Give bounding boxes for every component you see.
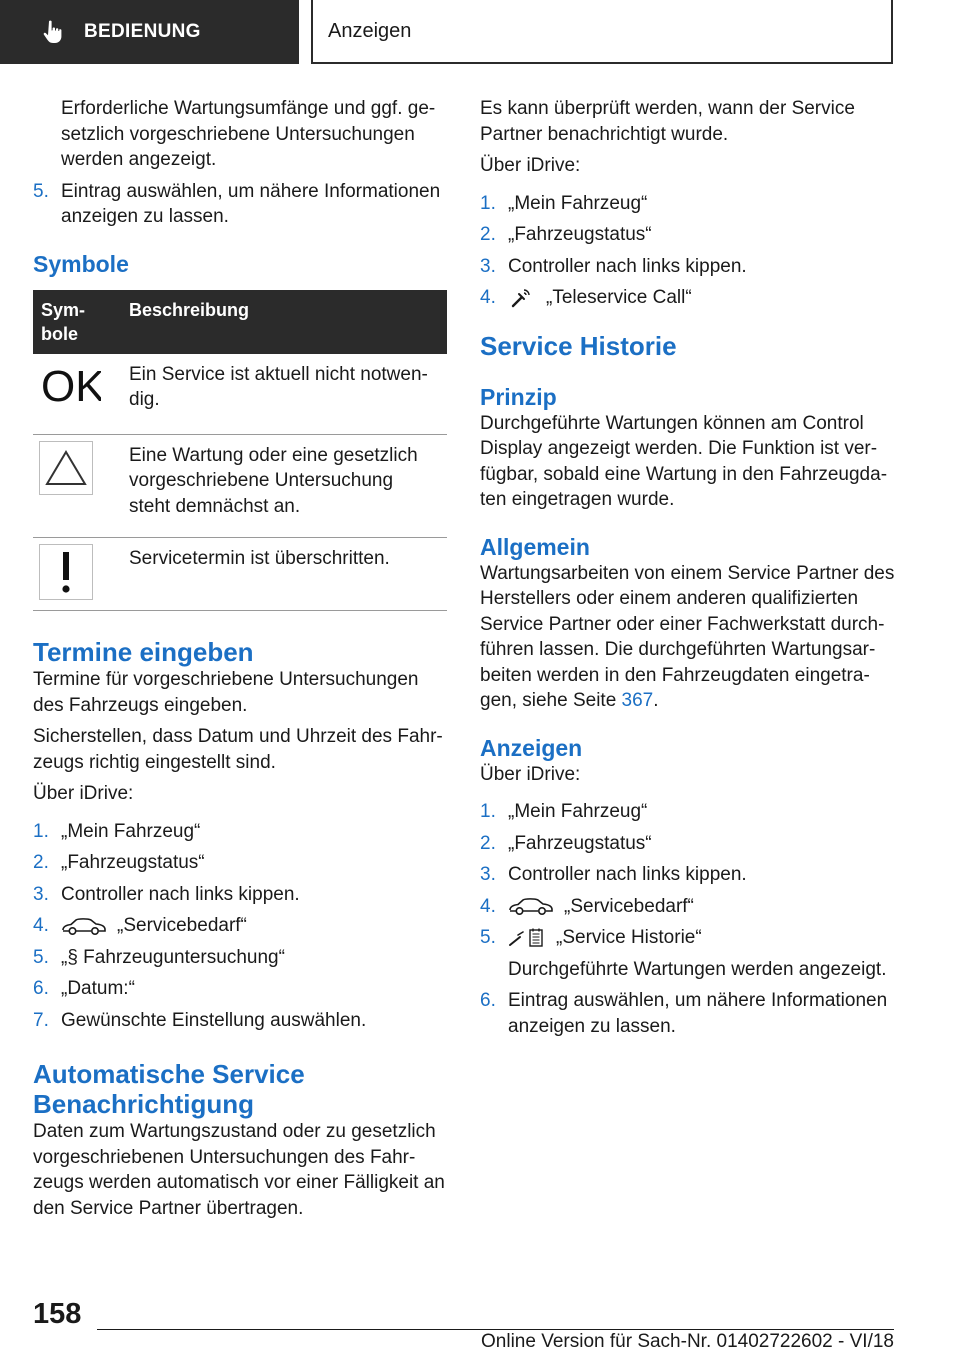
- step-text: „Fahrzeugstatus“: [508, 832, 652, 854]
- list-item: [480, 831, 898, 857]
- anzeigen-step-list: [480, 799, 898, 1039]
- hand-pointer-icon: [40, 19, 66, 45]
- anzeigen-paragraph: Über iDrive:: [480, 763, 581, 785]
- section-label: BEDIENUNG: [84, 21, 201, 42]
- symbol-cell: [33, 354, 121, 435]
- list-item: [480, 988, 898, 1039]
- allgemein-paragraph: [480, 561, 898, 714]
- intro-step-list: [33, 179, 447, 230]
- list-item: [33, 882, 447, 908]
- table-row: [33, 538, 447, 611]
- ok-icon: [39, 360, 101, 410]
- left-column: [33, 96, 447, 1227]
- wrench-signal-icon: [510, 287, 532, 309]
- termine-paragraph-2: Sicherstellen, dass Datum und Uhrzeit des Fahrzeugs richtig eingestellt sind.: [33, 726, 443, 773]
- symbol-frame: [39, 441, 93, 495]
- symbol-table: [33, 290, 447, 612]
- step-text: „Fahrzeugstatus“: [61, 852, 205, 873]
- description-cell: Eine Wartung oder eine gesetzlich vorgeschriebene Untersuchung steht demnächst an.: [121, 434, 447, 538]
- table-row: [33, 434, 447, 538]
- anzeigen-heading: Anzeigen: [480, 734, 583, 761]
- list-item: [480, 254, 898, 280]
- right-paragraph-1: Es kann überprüft werden, wann der Service Partner benachrichtigt wurde.: [480, 98, 855, 145]
- list-item: [480, 285, 898, 311]
- description-cell: Servicetermin ist überschritten.: [121, 538, 447, 611]
- step-number: 3.: [33, 883, 49, 905]
- svg-text:OK: OK: [41, 361, 101, 410]
- chapter-label: Anzeigen: [328, 19, 412, 42]
- list-item: [33, 850, 447, 876]
- page-reference-link[interactable]: 367: [621, 690, 654, 711]
- prinzip-paragraph: Durchgeführte Wartungen können am Control Display angezeigt werden. Die Funktion ist verfügbar, sobald eine Wartung in den Fahrzeugdaten eingetragen wurde.: [480, 412, 888, 510]
- step-number: 2.: [33, 852, 49, 873]
- chapter-header: [311, 0, 893, 64]
- auto-paragraph: Daten zum Wartungszustand oder zu gesetzlich vorgeschriebenen Untersuchungen des Fahrzeugs werden automatisch vor einer Fälligkeit an den Service Partner übertragen.: [33, 1121, 445, 1219]
- step-sub-text: Durchgeführte Wartungen werden angezeigt.: [508, 958, 887, 980]
- col-header-description: Beschreibung: [121, 290, 447, 354]
- allgemein-text: Wartungsarbeiten von einem Service Partner des Herstellers oder einem anderen qualifizierten Service Partner oder einer Fachwerkstatt durchführen lassen. Die durchgeführten Wartungsarbeiten werden in den Fahrzeugdaten eingetragen, siehe Seite: [480, 562, 895, 711]
- step-number: 6.: [480, 990, 496, 1011]
- right-paragraph-2: Über iDrive:: [480, 155, 581, 176]
- step-number: 1.: [480, 801, 496, 822]
- step-text: „Fahrzeugstatus“: [508, 224, 652, 245]
- symbol-frame: [39, 544, 93, 600]
- list-item: [480, 862, 898, 888]
- termine-step-list: [33, 819, 447, 1034]
- step-number: 2.: [480, 832, 496, 854]
- historie-heading: Service Historie: [480, 330, 677, 361]
- list-item: [33, 913, 447, 939]
- col-header-symbol: Symbole: [33, 290, 121, 354]
- list-item: [480, 925, 898, 982]
- page-number: 158: [33, 1298, 82, 1330]
- step-number: 5.: [480, 927, 496, 948]
- termine-paragraph-3: Über iDrive:: [33, 783, 134, 804]
- exclamation-icon: [56, 549, 76, 595]
- step-text: „Teleservice Call“: [546, 287, 692, 308]
- list-item: [480, 222, 898, 248]
- list-item: [33, 976, 447, 1002]
- warning-triangle-icon: [44, 448, 88, 488]
- teleservice-step-list: [480, 191, 898, 311]
- list-item: [33, 179, 447, 230]
- prinzip-heading: Prinzip: [480, 383, 557, 410]
- description-cell: Ein Service ist aktuell nicht notwendig.: [121, 354, 447, 435]
- step-text: „Mein Fahrzeug“: [508, 192, 648, 214]
- table-header-row: [33, 290, 447, 354]
- symbol-cell: [33, 434, 121, 538]
- step-text: „Datum:“: [61, 978, 135, 999]
- auto-heading-line-1: Automatische Service: [33, 1059, 305, 1089]
- right-column: [480, 96, 898, 1045]
- list-item: [33, 819, 447, 845]
- list-item: [33, 945, 447, 971]
- symbol-cell: [33, 538, 121, 611]
- step-number: 5.: [33, 946, 49, 968]
- step-text: Gewünschte Einstellung auswählen.: [61, 1009, 367, 1031]
- step-text: Controller nach links kippen.: [508, 864, 747, 885]
- step-text: „Mein Fahrzeug“: [508, 801, 648, 822]
- step-number: 7.: [33, 1009, 49, 1031]
- intro-continuation: Erforderliche Wartungsumfänge und ggf. gesetzlich vorgeschriebene Untersuchungen werden angezeigt.: [61, 98, 436, 170]
- step-text: Controller nach links kippen.: [508, 255, 747, 277]
- list-item: [480, 894, 898, 920]
- step-text: Controller nach links kippen.: [61, 883, 300, 905]
- symbole-heading: Symbole: [33, 250, 129, 277]
- termine-paragraph-1: Termine für vorgeschriebene Untersuchungen des Fahrzeugs eingeben.: [33, 669, 419, 716]
- car-icon: [508, 896, 554, 916]
- step-text: „Service Historie“: [556, 927, 702, 948]
- termine-heading: Termine eingeben: [33, 637, 254, 667]
- step-text: „§ Fahrzeuguntersuchung“: [61, 946, 285, 968]
- step-number: 3.: [480, 255, 496, 277]
- table-row: [33, 354, 447, 435]
- section-tab: [0, 0, 299, 64]
- step-text: Eintrag auswählen, um nähere Informationen anzeigen zu lassen.: [508, 990, 888, 1037]
- car-icon: [61, 916, 107, 936]
- step-number: 6.: [33, 978, 49, 999]
- step-number: 5.: [33, 180, 49, 202]
- step-number: 1.: [33, 820, 49, 842]
- online-version-text: Online Version für Sach-Nr. 01402722602 - VI/18: [481, 1331, 894, 1352]
- step-text: Eintrag auswählen, um nähere Informationen anzeigen zu lassen.: [61, 180, 441, 227]
- auto-heading-line-2: Benachrichtigung: [33, 1089, 255, 1119]
- step-text: „Servicebedarf“: [117, 915, 247, 936]
- list-item: [480, 799, 898, 825]
- footer-divider: [97, 1329, 894, 1330]
- step-number: 4.: [33, 915, 49, 936]
- list-item: [480, 191, 898, 217]
- step-number: 3.: [480, 864, 496, 885]
- allgemein-heading: Allgemein: [480, 533, 590, 560]
- step-number: 2.: [480, 224, 496, 245]
- step-text: „Mein Fahrzeug“: [61, 820, 201, 842]
- step-number: 4.: [480, 895, 496, 917]
- step-number: 1.: [480, 192, 496, 214]
- service-history-icon: [508, 927, 546, 949]
- step-text: „Servicebedarf“: [564, 895, 694, 917]
- step-number: 4.: [480, 287, 496, 308]
- list-item: [33, 1008, 447, 1034]
- allgemein-text-end: .: [653, 690, 659, 711]
